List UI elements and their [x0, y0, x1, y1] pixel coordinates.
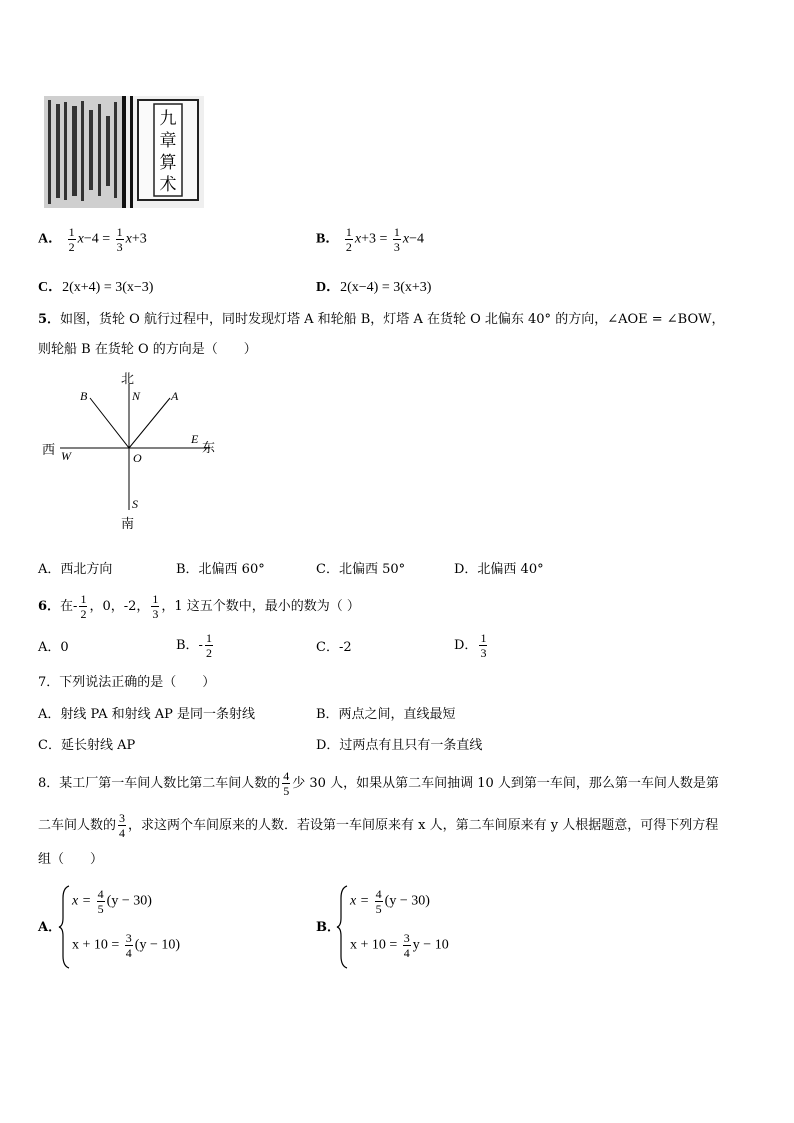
q8-option-a-brace — [58, 884, 72, 970]
fraction: $\frac{1}{3}$ — [116, 225, 123, 254]
fraction: $\frac{4}{5}$ — [283, 769, 290, 798]
q7-option-a: A．射线 PA 和射线 AP 是同一条射线 — [38, 707, 255, 722]
q7-option-c: C．延长射线 AP — [38, 738, 136, 753]
label-east-cn: 东 — [202, 441, 216, 456]
fraction: $\frac{3}{4}$ — [403, 931, 410, 960]
label-west-cn: 西 — [42, 443, 56, 458]
q5-option-a: A．西北方向 — [38, 562, 113, 577]
compass-diagram — [36, 370, 236, 535]
fraction: $\frac{1}{2}$ — [80, 592, 87, 621]
fraction: $\frac{4}{5}$ — [97, 887, 104, 916]
q5-stem-line2: 则轮船 B 在货轮 O 的方向是（ ） — [38, 342, 257, 357]
book-photo — [44, 96, 204, 208]
fraction: $\frac{4}{5}$ — [375, 887, 382, 916]
q8-option-a-eq2: x + 10 = $\frac{3}{4}$ (y − 10) — [72, 931, 181, 960]
label-W: W — [61, 449, 71, 463]
q7-option-d: D．过两点有且只有一条直线 — [316, 738, 483, 753]
q6-option-c: C．-2 — [316, 640, 352, 655]
fraction: $\frac{1}{3}$ — [152, 592, 159, 621]
q8-option-b-eq1: x = $\frac{4}{5}$ (y − 30) — [350, 887, 430, 916]
q4-option-d: D．2(x−4) = 3(x+3) — [316, 280, 432, 295]
q5-option-d: D．北偏西 40° — [454, 562, 544, 577]
fraction: $\frac{1}{3}$ — [480, 631, 487, 660]
q4-option-c: C．2(x+4) = 3(x−3) — [38, 280, 154, 295]
q6-option-a: A．0 — [38, 640, 69, 655]
q4-option-a: A． $\frac{1}{2}$ x−4 = $\frac{1}{3}$ x+3 — [38, 225, 147, 254]
fraction: $\frac{1}{3}$ — [393, 225, 400, 254]
fraction: $\frac{1}{2}$ — [345, 225, 352, 254]
q6-option-d: D． $\frac{1}{3}$ — [454, 631, 487, 660]
fraction: $\frac{3}{4}$ — [125, 931, 132, 960]
fraction: $\frac{3}{4}$ — [119, 811, 126, 840]
q8-stem-line1: 8．某工厂第一车间人数比第二车间人数的 $\frac{4}{5}$ 少 30 人，如果从第二车间抽调 10 人到第一车间，那么第一车间人数是第 — [38, 769, 719, 798]
q5-option-b: B．北偏西 60° — [176, 562, 265, 577]
label-S: S — [132, 497, 138, 511]
label-north-cn: 北 — [121, 372, 135, 387]
q4-option-b: B． $\frac{1}{2}$ x+3 = $\frac{1}{3}$ x−4 — [316, 225, 424, 254]
label-E: E — [191, 432, 199, 446]
q8-option-b-label: B． — [316, 920, 340, 935]
label-A: A — [171, 389, 179, 403]
q5-stem-line1: 5．如图，货轮 O 航行过程中，同时发现灯塔 A 和轮船 B，灯塔 A 在货轮 O 北偏东 40° 的方向，∠AOE = ∠BOW， — [38, 312, 725, 327]
q6-stem: 6．在- $\frac{1}{2}$ ，0，-2， $\frac{1}{3}$ ，1 这五个数中，最小的数为（ ） — [38, 592, 360, 621]
fraction: $\frac{1}{2}$ — [205, 631, 212, 660]
book-title-vertical: 九 章 算 术 — [159, 109, 177, 195]
q8-option-a-label: A． — [38, 920, 62, 935]
q8-stem-line2: 二车间人数的 $\frac{3}{4}$ ，求这两个车间原来的人数．若设第一车间原来有 x 人，第二车间原来有 y 人根据题意，可得下列方程 — [38, 811, 719, 840]
q8-option-b-eq2: x + 10 = $\frac{3}{4}$ y − 10 — [350, 931, 449, 960]
q7-option-b: B．两点之间，直线最短 — [316, 707, 456, 722]
label-O: O — [133, 451, 142, 465]
q8-option-a-eq1: x = $\frac{4}{5}$ (y − 30) — [72, 887, 152, 916]
label-N: N — [132, 389, 141, 403]
q6-option-b: B．- $\frac{1}{2}$ — [176, 631, 212, 660]
q8-stem-line3: 组（ ） — [38, 852, 104, 867]
q7-stem: 7．下列说法正确的是（ ） — [38, 675, 216, 690]
label-B: B — [80, 389, 88, 403]
book-photo-texture — [44, 96, 204, 208]
fraction: $\frac{1}{2}$ — [68, 225, 75, 254]
label-south-cn: 南 — [121, 517, 135, 532]
q5-option-c: C．北偏西 50° — [316, 562, 406, 577]
q8-option-b-brace — [336, 884, 350, 970]
